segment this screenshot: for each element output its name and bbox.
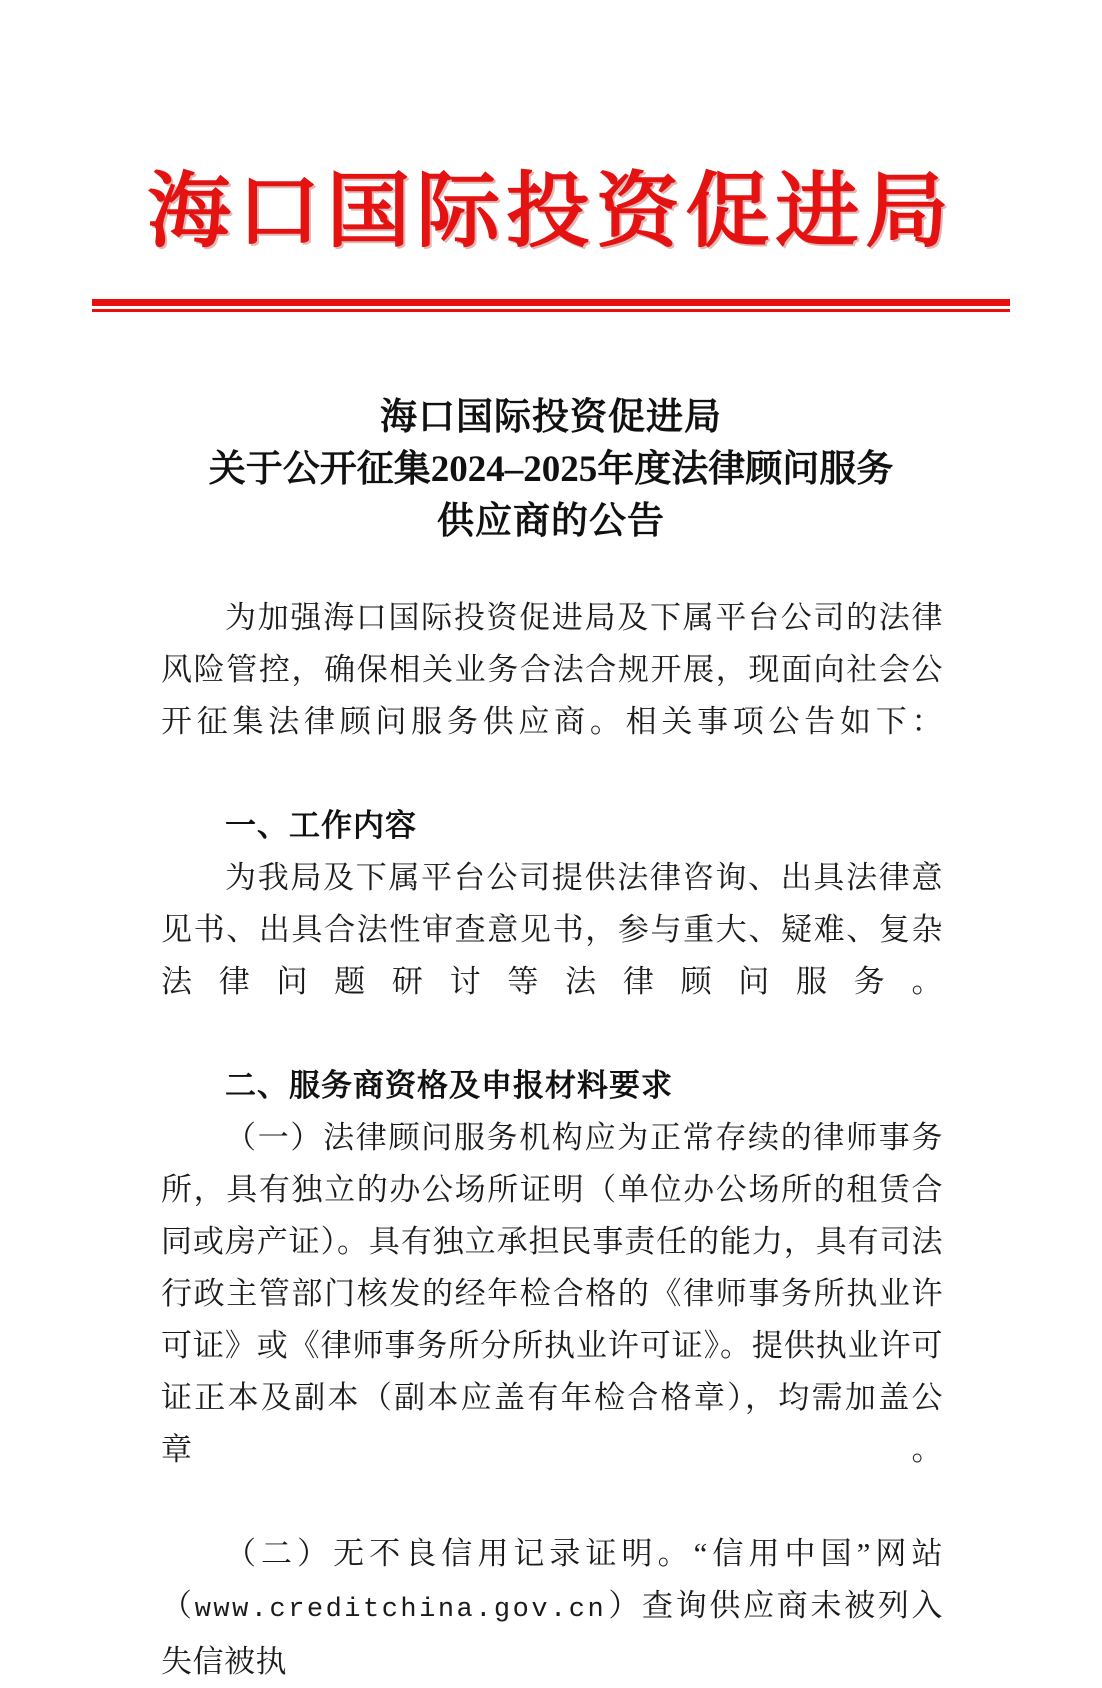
document-title-line-2: 关于公开征集2024–2025年度法律顾问服务 [208,449,894,490]
letterhead-organization-name: 海口国际投资促进局 [147,166,955,257]
red-rule-thick [92,299,1010,306]
item-two-paragraph [161,1528,943,1688]
intro-paragraph: 为加强海口国际投资促进局及下属平台公司的法律风险管控，确保相关业务合法合规开展，现面向社会公开征集法律顾问服务供应商。相关事项公告如下： [161,600,943,739]
section-heading-two: 二、服务商资格及申报材料要求 [225,1068,673,1103]
item-two-prefix: （二）无不良信用记录证明。“信用中国”网站（ [161,1536,943,1623]
section-heading-one: 一、工作内容 [225,808,417,843]
document-title-line-3: 供应商的公告 [437,501,665,542]
item-two-suffix: ）查询供应商未被列入失信被执 [161,1588,944,1679]
credit-china-url: www.creditchina.gov.cn [194,1595,607,1625]
document-title-line-1: 海口国际投资促进局 [380,397,722,438]
section-one-paragraph: 为我局及下属平台公司提供法律咨询、出具法律意见书、出具合法性审查意见书，参与重大、疑难、复杂法律问题研讨等法律顾问服务。 [161,860,943,999]
red-rule-thin [92,309,1010,312]
letterhead-red-rule [92,299,1010,312]
item-one-paragraph: （一）法律顾问服务机构应为正常存续的律师事务所，具有独立的办公场所证明（单位办公场所的租赁合同或房产证）。具有独立承担民事责任的能力，具有司法行政主管部门核发的经年检合格的《律师事务所执业许可证》或《律师事务所分所执业许可证》。提供执业许可证正本及副本（副本应盖有年检合格章），均需加盖公章。 [161,1120,943,1467]
letterhead [0,168,1102,257]
document-title [151,392,951,548]
document-body [161,592,943,1688]
